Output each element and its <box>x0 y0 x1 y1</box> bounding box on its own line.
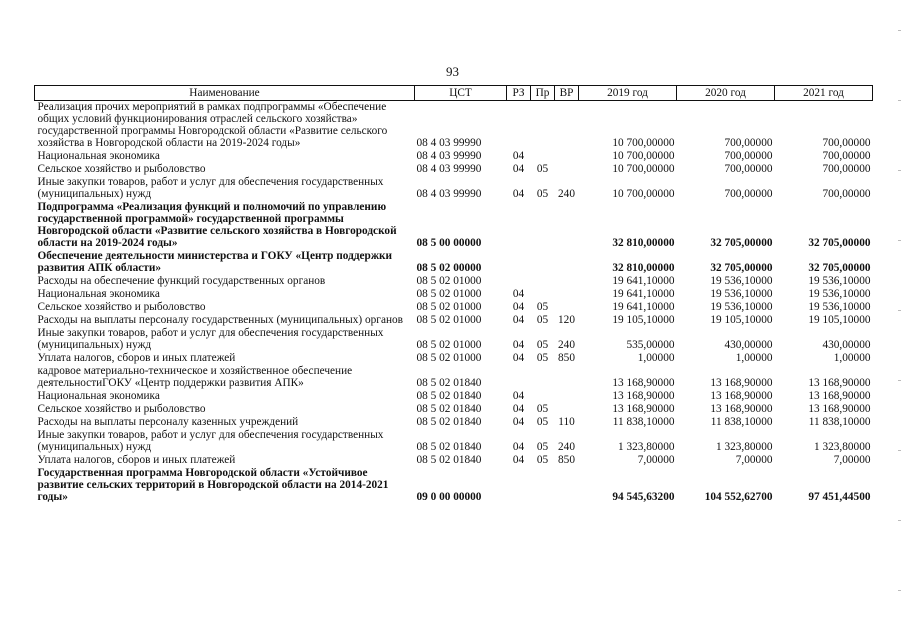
cell-cst: 08 5 02 01000 <box>416 339 482 351</box>
cell-y2021: 1 323,80000 <box>814 441 871 453</box>
table-row <box>35 301 873 314</box>
cell-y2021: 13 168,90000 <box>808 403 871 415</box>
cell-pr: 05 <box>536 403 549 415</box>
cell-pr <box>531 365 555 390</box>
cell-y2021: 13 168,90000 <box>808 390 871 402</box>
cell-name: кадровое материально-техническое и хозяйственное обеспечение деятельностиГОКУ «Центр поддержки развития АПК» <box>37 365 353 389</box>
cell-cst: 08 4 03 99990 <box>416 163 482 175</box>
cell-y2019: 1 323,80000 <box>618 441 675 453</box>
cell-y2021: 32 705,00000 <box>808 262 871 274</box>
cell-y2021: 19 536,10000 <box>808 275 871 287</box>
cell-name: Уплата налогов, сборов и иных платежей <box>37 454 236 466</box>
cell-pr: 05 <box>536 454 549 466</box>
cell-rz <box>507 250 531 275</box>
cell-name: Национальная экономика <box>37 288 160 300</box>
cell-pr <box>531 390 555 403</box>
table-row <box>35 176 873 201</box>
cell-cst: 08 5 02 01840 <box>416 377 482 389</box>
cell-name: Подпрограмма «Реализация функций и полномочий по управлению государственной программой» государственной программы Новгородской области «Развитие сельского хозяйства в Новгородской области на 2019-2024 годы» <box>37 201 397 249</box>
cell-pr: 05 <box>536 352 549 364</box>
cell-y2021: 11 838,10000 <box>808 416 871 428</box>
table-row <box>35 352 873 365</box>
cell-y2019: 7,00000 <box>637 454 675 466</box>
cell-cst: 08 5 02 01000 <box>416 288 482 300</box>
cell-y2019: 13 168,90000 <box>612 390 675 402</box>
cell-y2019: 19 105,10000 <box>612 314 675 326</box>
cell-y2020: 104 552,62700 <box>704 491 773 503</box>
header-2021: 2021 год <box>775 86 873 101</box>
scan-edge-marks <box>898 0 901 640</box>
cell-pr <box>531 288 555 301</box>
cell-y2019: 535,00000 <box>626 339 675 351</box>
cell-y2019: 19 641,10000 <box>612 288 675 300</box>
cell-pr: 05 <box>536 163 549 175</box>
cell-rz: 04 <box>512 390 525 402</box>
cell-y2019: 10 700,00000 <box>612 150 675 162</box>
cell-vr <box>555 390 579 403</box>
header-2019: 2019 год <box>579 86 677 101</box>
cell-y2021: 97 451,44500 <box>808 491 871 503</box>
cell-y2021: 700,00000 <box>822 150 871 162</box>
cell-cst: 08 4 03 99990 <box>416 150 482 162</box>
cell-name: Расходы на выплаты персоналу казенных учреждений <box>37 416 299 428</box>
table-row <box>35 288 873 301</box>
header-pr: Пр <box>531 86 555 101</box>
cell-rz: 04 <box>512 150 525 162</box>
cell-cst: 08 4 03 99990 <box>416 188 482 200</box>
cell-pr: 05 <box>536 301 549 313</box>
cell-vr <box>555 101 579 151</box>
table-row <box>35 163 873 176</box>
table-row <box>35 429 873 454</box>
cell-cst: 08 5 02 01000 <box>416 301 482 313</box>
cell-rz <box>507 101 531 151</box>
cell-pr: 05 <box>536 339 549 351</box>
table-row <box>35 327 873 352</box>
table-row <box>35 201 873 250</box>
cell-rz: 04 <box>512 188 525 200</box>
header-vr: ВР <box>555 86 579 101</box>
cell-vr: 240 <box>558 188 575 200</box>
cell-vr <box>555 201 579 250</box>
cell-rz: 04 <box>512 352 525 364</box>
cell-y2019: 10 700,00000 <box>612 163 675 175</box>
cell-cst: 08 5 02 01840 <box>416 390 482 402</box>
table-row <box>35 314 873 327</box>
cell-rz: 04 <box>512 314 525 326</box>
cell-name: Расходы на выплаты персоналу государственных (муниципальных) органов <box>37 314 403 326</box>
cell-y2021: 19 536,10000 <box>808 288 871 300</box>
cell-y2021: 430,00000 <box>822 339 871 351</box>
table-row <box>35 150 873 163</box>
table-row <box>35 467 873 504</box>
cell-name: Национальная экономика <box>37 390 160 402</box>
budget-table <box>34 85 873 504</box>
cell-y2020: 700,00000 <box>724 137 773 149</box>
cell-cst: 08 4 03 99990 <box>416 137 482 149</box>
cell-y2019: 19 641,10000 <box>612 275 675 287</box>
cell-y2020: 13 168,90000 <box>710 377 773 389</box>
cell-y2020: 13 168,90000 <box>710 390 773 402</box>
cell-name: Иные закупки товаров, работ и услуг для обеспечения государственных (муниципальных) нужд <box>37 327 384 351</box>
cell-rz: 04 <box>512 416 525 428</box>
cell-rz: 04 <box>512 454 525 466</box>
cell-y2021: 19 536,10000 <box>808 301 871 313</box>
header-rz: РЗ <box>507 86 531 101</box>
cell-vr: 110 <box>558 416 575 428</box>
cell-y2020: 13 168,90000 <box>710 403 773 415</box>
cell-vr: 240 <box>558 339 575 351</box>
table-row <box>35 416 873 429</box>
cell-rz <box>507 365 531 390</box>
cell-name: Реализация прочих мероприятий в рамках подпрограммы «Обеспечение общих условий функционирования отраслей сельского хозяйства» государственной программы Новгородской области «Развитие сельского хозяйства в Новгородской области на 2019-2024 годы» <box>37 101 388 149</box>
cell-y2021: 7,00000 <box>833 454 871 466</box>
table-row <box>35 403 873 416</box>
cell-vr <box>555 250 579 275</box>
cell-y2020: 1 323,80000 <box>716 441 773 453</box>
cell-pr: 05 <box>536 441 549 453</box>
cell-y2020: 19 536,10000 <box>710 301 773 313</box>
cell-name: Иные закупки товаров, работ и услуг для обеспечения государственных (муниципальных) нужд <box>37 176 384 200</box>
cell-cst: 09 0 00 00000 <box>416 491 482 503</box>
table-body <box>35 101 873 505</box>
cell-y2020: 19 536,10000 <box>710 288 773 300</box>
cell-name: Сельское хозяйство и рыболовство <box>37 163 206 175</box>
table-header-row <box>35 86 873 101</box>
cell-name: Сельское хозяйство и рыболовство <box>37 301 206 313</box>
table-row <box>35 454 873 467</box>
cell-pr <box>531 275 555 288</box>
cell-y2020: 11 838,10000 <box>710 416 773 428</box>
cell-y2021: 32 705,00000 <box>808 237 871 249</box>
cell-vr <box>555 301 579 314</box>
cell-rz: 04 <box>512 163 525 175</box>
header-cst: ЦСТ <box>415 86 507 101</box>
cell-y2020: 19 536,10000 <box>710 275 773 287</box>
cell-pr: 05 <box>536 188 549 200</box>
cell-pr <box>531 250 555 275</box>
cell-rz <box>507 275 531 288</box>
cell-y2019: 1,00000 <box>637 352 675 364</box>
cell-y2021: 13 168,90000 <box>808 377 871 389</box>
cell-y2020: 430,00000 <box>724 339 773 351</box>
table-row <box>35 101 873 151</box>
cell-cst: 08 5 02 00000 <box>416 262 482 274</box>
cell-cst: 08 5 02 01000 <box>416 314 482 326</box>
cell-y2019: 13 168,90000 <box>612 377 675 389</box>
cell-pr <box>531 467 555 504</box>
cell-y2020: 700,00000 <box>724 163 773 175</box>
cell-rz: 04 <box>512 403 525 415</box>
cell-y2019: 94 545,63200 <box>612 491 675 503</box>
cell-y2021: 700,00000 <box>822 137 871 149</box>
cell-y2021: 19 105,10000 <box>808 314 871 326</box>
cell-pr: 05 <box>536 314 549 326</box>
cell-y2019: 10 700,00000 <box>612 188 675 200</box>
cell-vr: 850 <box>558 454 575 466</box>
cell-y2020: 19 105,10000 <box>710 314 773 326</box>
cell-y2019: 19 641,10000 <box>612 301 675 313</box>
cell-vr: 240 <box>558 441 575 453</box>
cell-vr <box>555 288 579 301</box>
cell-y2021: 700,00000 <box>822 188 871 200</box>
cell-y2019: 13 168,90000 <box>612 403 675 415</box>
cell-y2020: 32 705,00000 <box>710 262 773 274</box>
header-2020: 2020 год <box>677 86 775 101</box>
cell-vr: 120 <box>558 314 575 326</box>
cell-rz: 04 <box>512 301 525 313</box>
cell-rz: 04 <box>512 339 525 351</box>
cell-y2019: 32 810,00000 <box>612 237 675 249</box>
cell-vr <box>555 467 579 504</box>
cell-pr: 05 <box>536 416 549 428</box>
cell-y2021: 1,00000 <box>833 352 871 364</box>
cell-pr <box>531 101 555 151</box>
table-row <box>35 390 873 403</box>
cell-vr <box>555 150 579 163</box>
cell-pr <box>531 150 555 163</box>
page-number: 93 <box>446 64 459 79</box>
cell-vr <box>555 365 579 390</box>
cell-name: Сельское хозяйство и рыболовство <box>37 403 206 415</box>
header-name: Наименование <box>35 86 415 101</box>
cell-name: Государственная программа Новгородской области «Устойчивое развитие сельских территорий в Новгородской области на 2014-2021 годы» <box>37 467 389 503</box>
cell-cst: 08 5 02 01840 <box>416 416 482 428</box>
cell-rz: 04 <box>512 288 525 300</box>
cell-rz: 04 <box>512 441 525 453</box>
cell-y2021: 700,00000 <box>822 163 871 175</box>
cell-cst: 08 5 02 01840 <box>416 441 482 453</box>
cell-y2019: 10 700,00000 <box>612 137 675 149</box>
cell-rz <box>507 201 531 250</box>
cell-name: Уплата налогов, сборов и иных платежей <box>37 352 236 364</box>
table-row <box>35 250 873 275</box>
table-row <box>35 365 873 390</box>
cell-name: Иные закупки товаров, работ и услуг для обеспечения государственных (муниципальных) нужд <box>37 429 384 453</box>
cell-vr <box>555 275 579 288</box>
cell-cst: 08 5 02 01840 <box>416 454 482 466</box>
cell-rz <box>507 467 531 504</box>
cell-y2020: 700,00000 <box>724 188 773 200</box>
cell-y2019: 11 838,10000 <box>612 416 675 428</box>
cell-vr <box>555 403 579 416</box>
cell-y2020: 700,00000 <box>724 150 773 162</box>
cell-cst: 08 5 02 01840 <box>416 403 482 415</box>
cell-name: Национальная экономика <box>37 150 160 162</box>
cell-y2020: 7,00000 <box>735 454 773 466</box>
table-row <box>35 275 873 288</box>
cell-name: Обеспечение деятельности министерства и ГОКУ «Центр поддержки развития АПК области» <box>37 250 393 274</box>
cell-cst: 08 5 02 01000 <box>416 275 482 287</box>
cell-vr <box>555 163 579 176</box>
cell-y2019: 32 810,00000 <box>612 262 675 274</box>
cell-y2020: 1,00000 <box>735 352 773 364</box>
cell-vr: 850 <box>558 352 575 364</box>
cell-name: Расходы на обеспечение функций государственных органов <box>37 275 326 287</box>
cell-cst: 08 5 02 01000 <box>416 352 482 364</box>
cell-y2020: 32 705,00000 <box>710 237 773 249</box>
cell-pr <box>531 201 555 250</box>
cell-cst: 08 5 00 00000 <box>416 237 482 249</box>
